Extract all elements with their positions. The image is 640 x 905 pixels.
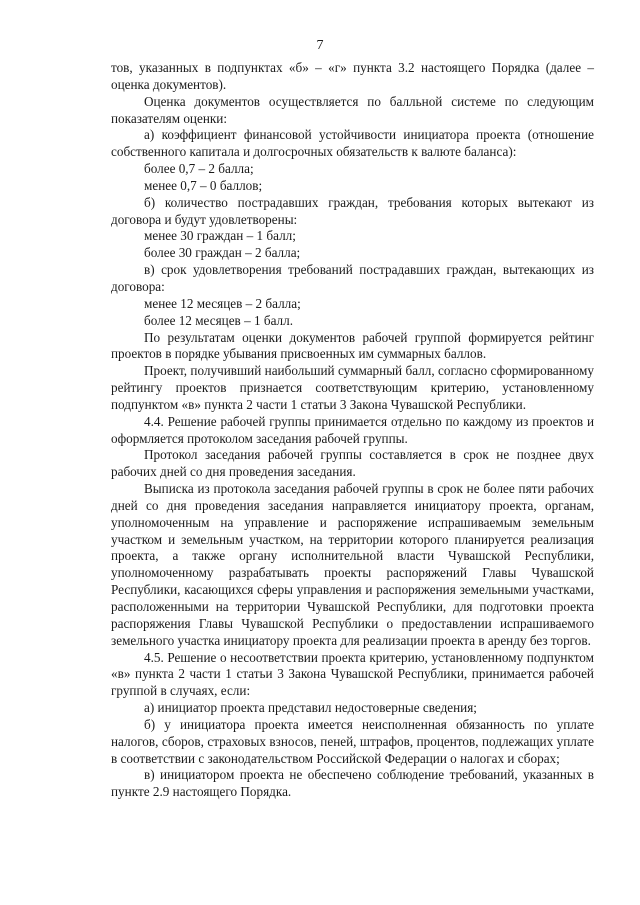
page-number: 7 — [316, 38, 324, 53]
paragraph-rating: По результатам оценки документов рабочей группой формируется рейтинг проектов в порядке убывания присвоенных им суммарных баллов. — [111, 329, 594, 362]
paragraph-extract: Выписка из протокола заседания рабочей группы в срок не более пяти рабочих дней со дня проведения заседания направляется инициатору проекта, органам, уполномоченным на управление и распоряжение испрашиваемым земельным участком и земельным участком, на территории которого планируется реализация проекта, а также органу исполнительной власти Чувашской Республики, уполномоченному разрабатывать проекты распоряжений Главы Чувашской Республики, касающихся сферы управления и распоряжения земельными участками, расположенными на территории Чувашской Республики, для подготовки проекта распоряжения Главы Чувашской Республики о предоставлении испрашиваемого земельного участка инициатору проекта для реализации проекта в аренду без торгов. — [111, 481, 594, 648]
paragraph-4-5: 4.5. Решение о несоответствии проекта критерию, установленному подпунктом «в» пункта 2 части 1 статьи 3 Закона Чувашской Республики, принимается рабочей группой в случаях, если: — [111, 649, 594, 699]
paragraph-winner: Проект, получивший наибольший суммарный балл, согласно сформированному рейтингу проектов признается соответствующим критерию, установленному подпунктом «в» пункта 2 части 1 статьи 3 Закона Чувашской Республики. — [111, 363, 594, 412]
paragraph-scoring-intro: Оценка документов осуществляется по балльной системе по следующим показателям оценки: — [111, 93, 594, 126]
paragraph-4-4: 4.4. Решение рабочей группы принимается отдельно по каждому из проектов и оформляется протоколом заседания рабочей группы. — [111, 413, 594, 446]
paragraph-criterion-a: а) коэффициент финансовой устойчивости инициатора проекта (отношение собственного капитала и долгосрочных обязательств к валюте баланса): — [111, 127, 594, 160]
paragraph-case-b: б) у инициатора проекта имеется неисполненная обязанность по уплате налогов, сборов, страховых взносов, пеней, штрафов, процентов, подлежащих уплате в соответствии с законодательством Российской Федерации о налогах и сборах; — [111, 716, 594, 766]
paragraph-case-a: а) инициатор проекта представил недостоверные сведения; — [144, 700, 477, 716]
paragraph-score-c2: более 12 месяцев – 1 балл. — [144, 312, 293, 328]
paragraph-score-b1: менее 30 граждан – 1 балл; — [144, 228, 296, 244]
paragraph-criterion-b: б) количество пострадавших граждан, требования которых вытекают из договора и будут удовлетворены: — [111, 194, 594, 227]
paragraph-score-b2: более 30 граждан – 2 балла; — [144, 245, 301, 261]
paragraph-continuation: тов, указанных в подпунктах «б» – «г» пункта 3.2 настоящего Порядка (далее – оценка документов). — [111, 60, 594, 92]
paragraph-score-a1: более 0,7 – 2 балла; — [144, 161, 254, 177]
paragraph-case-c: в) инициатором проекта не обеспечено соблюдение требований, указанных в пункте 2.9 настоящего Порядка. — [111, 767, 594, 800]
paragraph-criterion-c: в) срок удовлетворения требований пострадавших граждан, вытекающих из договора: — [111, 262, 594, 294]
paragraph-score-a2: менее 0,7 – 0 баллов; — [144, 177, 263, 193]
document-body — [111, 60, 594, 801]
paragraph-protocol: Протокол заседания рабочей группы составляется в срок не позднее двух рабочих дней со дня проведения заседания. — [111, 447, 594, 480]
paragraph-score-c1: менее 12 месяцев – 2 балла; — [144, 295, 301, 311]
